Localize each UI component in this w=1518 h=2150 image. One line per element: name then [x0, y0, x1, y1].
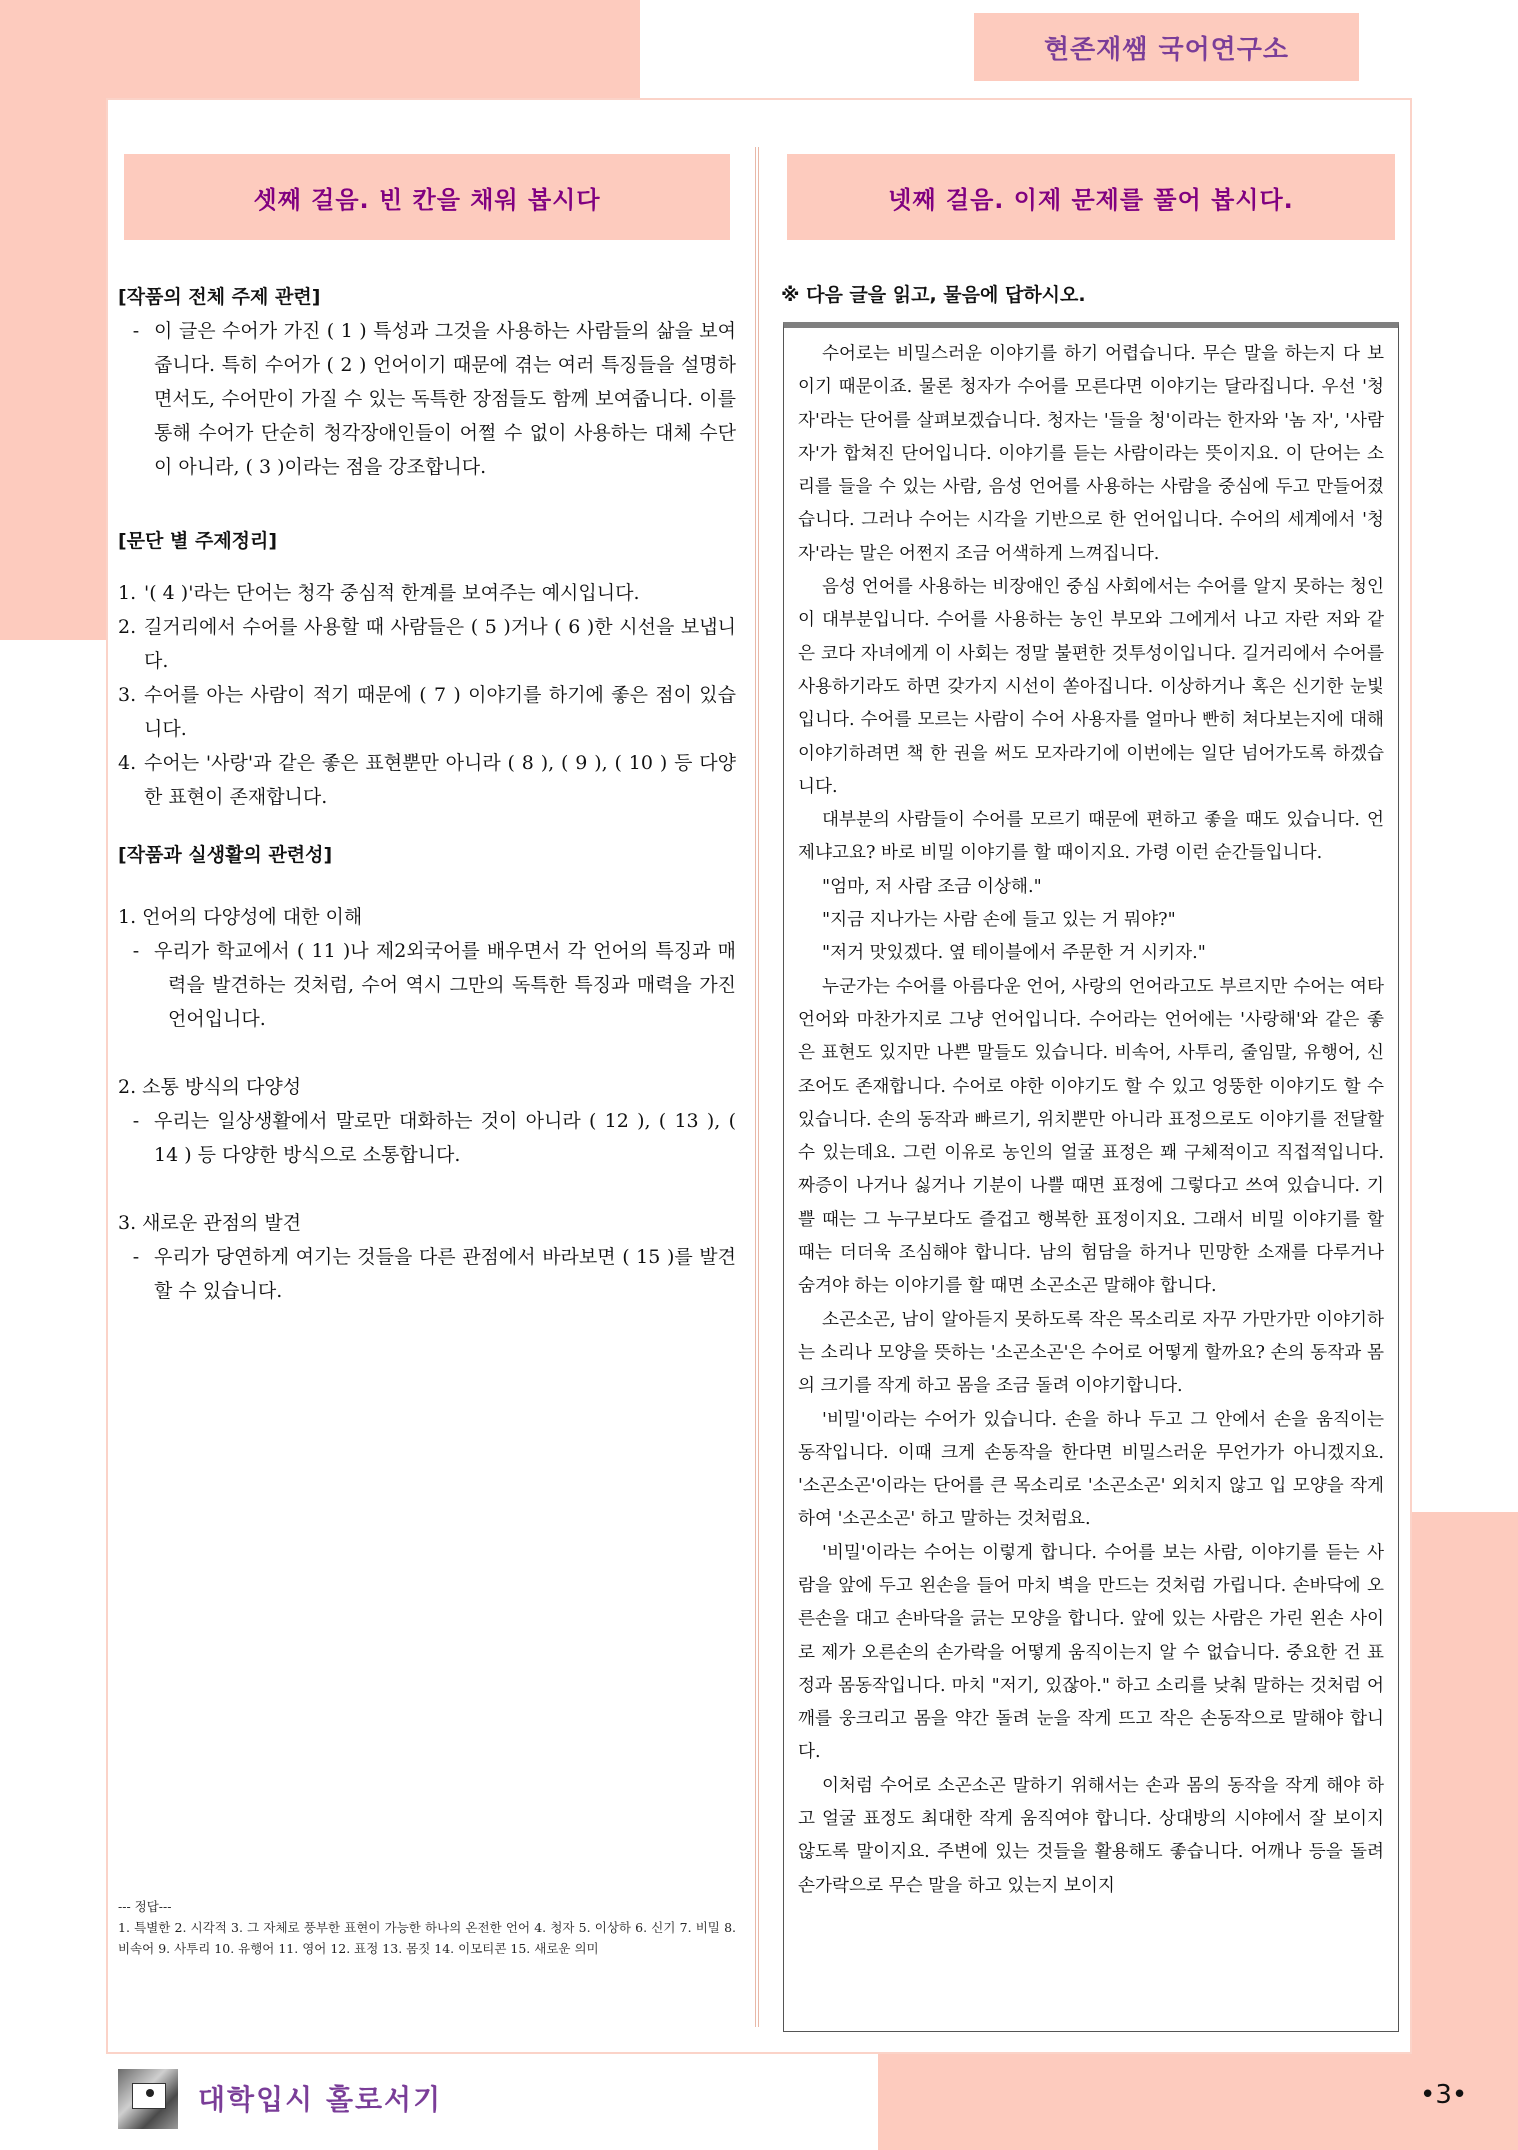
paragraph-item — [118, 746, 736, 814]
theme-item — [118, 314, 736, 484]
item-number: 2. — [118, 616, 137, 638]
decor-left-strip — [0, 0, 106, 640]
dash-marker: - — [132, 940, 140, 962]
item-text: 수어를 아는 사람이 적기 때문에 ( 7 ) 이야기를 하기에 좋은 점이 있습니다. — [144, 684, 736, 740]
passage-box — [783, 322, 1399, 2032]
paragraph-item — [118, 610, 736, 678]
passage — [784, 328, 1398, 1903]
dash-marker: - — [132, 1246, 140, 1268]
logo-sign-icon — [132, 2083, 166, 2109]
item-number: 4. — [118, 752, 137, 774]
column-divider — [755, 147, 759, 2027]
relevance-text: 우리는 일상생활에서 말로만 대화하는 것이 아니라 ( 12 ), ( 13 ), ( 14 ) 등 다양한 방식으로 소통합니다. — [154, 1110, 736, 1166]
item-text: '( 4 )'라는 단어는 청각 중심적 한계를 보여주는 예시입니다. — [144, 582, 640, 604]
paragraph-item — [118, 576, 736, 610]
passage-paragraph: '비밀'이라는 수어는 이렇게 합니다. 수어를 보는 사람, 이야기를 듣는 사람을 앞에 두고 왼손을 들어 마치 벽을 만드는 것처럼 가립니다. 손바닥에 오른손을 대고 손바닥을 긁는 모양을 합니다. 앞에 있는 사람은 가린 왼손 사이로 제가 오른손의 손가락을 어떻게 움직이는지 알 수 없습니다. 중요한 건 표정과 몸동작입니다. 마치 "저기, 있잖아." 하고 소리를 낮춰 말하는 것처럼 어깨를 웅크리고 몸을 약간 돌려 눈을 작게 뜨고 작은 손동작으로 말해야 합니다. — [798, 1542, 1384, 1763]
section-title-fill-blanks: 셋째 걸음. 빈 칸을 채워 봅시다 — [124, 154, 730, 240]
section-title-solve-problems: 넷째 걸음. 이제 문제를 풀어 봅시다. — [787, 154, 1395, 240]
passage-paragraph: 음성 언어를 사용하는 비장애인 중심 사회에서는 수어를 알지 못하는 청인이 대부분입니다. 수어를 사용하는 농인 부모와 그에게서 나고 자란 저와 같은 코다 자녀에게 이 사회는 정말 불편한 것투성이입니다. 길거리에서 수어를 사용하기라도 하면 갖가지 시선이 쏟아집니다. 이상하거나 혹은 신기한 눈빛입니다. 수어를 모르는 사람이 수어 사용자를 얼마나 빤히 쳐다보는지에 대해 이야기하려면 책 한 권을 써도 모자라기에 이번에는 일단 넘어가도록 하겠습니다. — [798, 577, 1384, 797]
passage-paragraph: 소곤소곤, 남이 알아듣지 못하도록 작은 목소리로 자꾸 가만가만 이야기하는 소리나 모양을 뜻하는 '소곤소곤'은 수어로 어떻게 할까요? 손의 동작과 몸의 크기를 작게 하고 몸을 조금 돌려 이야기합니다. — [798, 1309, 1384, 1397]
dash-marker: - — [132, 320, 140, 342]
item-text: 길거리에서 수어를 사용할 때 사람들은 ( 5 )거나 ( 6 )한 시선을 보냅니다. — [144, 616, 736, 672]
instruction-text: ※ 다음 글을 읽고, 물음에 답하시오. — [781, 284, 1086, 306]
theme-text: 이 글은 수어가 가진 ( 1 ) 특성과 그것을 사용하는 사람들의 삶을 보여줍니다. 특히 수어가 ( 2 ) 언어이기 때문에 겪는 여러 특징들을 설명하면서도, 수어만이 가질 수 있는 독특한 장점들도 함께 보여줍니다. 이를 통해 수어가 단순히 청각장애인들이 어쩔 수 없이 사용하는 대체 수단이 아니라, ( 3 )이라는 점을 강조합니다. — [154, 320, 736, 478]
dash-marker: - — [132, 1110, 140, 1132]
relevance-item — [118, 934, 736, 1036]
passage-paragraph: 누군가는 수어를 아름다운 언어, 사랑의 언어라고도 부르지만 수어는 여타 언어와 마찬가지로 그냥 언어입니다. 수어라는 언어에는 '사랑해'와 같은 좋은 표현도 있지만 나쁜 말들도 있습니다. 비속어, 사투리, 줄임말, 유행어, 신조어도 존재합니다. 수어로 야한 이야기도 할 수 있고 엉뚱한 이야기도 할 수 있습니다. 손의 동작과 빠르기, 위치뿐만 아니라 표정으로도 이야기를 전달할 수 있는데요. 그런 이유로 농인의 얼굴 표정은 꽤 구체적이고 직접적입니다. 짜증이 나거나 싫거나 기분이 나쁠 때면 표정에 그렇다고 쓰여 있습니다. 기쁠 때는 그 누구보다도 즐겁고 행복한 표정이지요. 그래서 비밀 이야기를 할 때는 더더욱 조심해야 합니다. 남의 험담을 하거나 민망한 소재를 다루거나 숨겨야 하는 이야기를 할 때면 소곤소곤 말해야 합니다. — [798, 976, 1384, 1297]
item-text: 수어는 '사랑'과 같은 좋은 표현뿐만 아니라 ( 8 ), ( 9 ), ( 10 ) 등 다양한 표현이 존재합니다. — [144, 752, 736, 808]
passage-paragraph: 대부분의 사람들이 수어를 모르기 때문에 편하고 좋을 때도 있습니다. 언제냐고요? 바로 비밀 이야기를 할 때이지요. 가령 이런 순간들입니다. — [798, 810, 1384, 864]
footer-title: 대학입시 홀로서기 — [198, 2083, 443, 2116]
passage-quote: "저거 맛있겠다. 옆 테이블에서 주문한 거 시키자." — [822, 943, 1206, 964]
relevance-heading: 3. 새로운 관점의 발견 — [118, 1212, 302, 1234]
brand-label: 현존재쌤 국어연구소 — [974, 13, 1359, 81]
page-number: •3• — [1420, 2080, 1468, 2110]
left-column — [118, 280, 736, 1308]
passage-paragraph: 수어로는 비밀스러운 이야기를 하기 어렵습니다. 무슨 말을 하는지 다 보이기 때문이죠. 물론 청자가 수어를 모른다면 이야기는 달라집니다. 우선 '청자'라는 단어를 살펴보겠습니다. 청자는 '들을 청'이라는 한자와 '놈 자', '사람 자'가 합쳐진 단어입니다. 이야기를 듣는 사람이라는 뜻이지요. 이 단어는 소리를 들을 수 있는 사람, 음성 언어를 사용하는 사람을 중심에 두고 만들어졌습니다. 그러나 수어는 시각을 기반으로 한 언어입니다. 수어의 세계에서 '청자'라는 말은 어쩐지 조금 어색하게 느껴집니다. — [798, 344, 1384, 564]
answer-key — [118, 1896, 736, 1959]
passage-quote: "엄마, 저 사람 조금 이상해." — [822, 876, 1042, 897]
item-number: 1. — [118, 582, 137, 604]
relevance-title: [작품과 실생활의 관련성] — [118, 844, 333, 866]
relevance-heading: 2. 소통 방식의 다양성 — [118, 1076, 302, 1098]
item-number: 3. — [118, 684, 137, 706]
answer-key-label: --- 정답--- — [118, 1899, 172, 1914]
passage-quote: "지금 지나가는 사람 손에 들고 있는 거 뭐야?" — [822, 910, 1176, 931]
paragraph-item — [118, 678, 736, 746]
logo-image — [118, 2069, 178, 2129]
relevance-item — [118, 1104, 736, 1172]
relevance-item — [118, 1240, 736, 1308]
relevance-text: 우리가 학교에서 ( 11 )나 제2외국어를 배우면서 각 언어의 특징과 매력을 발견하는 것처럼, 수어 역시 그만의 독특한 특징과 매력을 가진 언어입니다. — [154, 940, 736, 1030]
passage-paragraph: '비밀'이라는 수어가 있습니다. 손을 하나 두고 그 안에서 손을 움직이는 동작입니다. 이때 크게 손동작을 한다면 비밀스러운 무언가가 아니겠지요. '소곤소곤'이라는 단어를 큰 목소리로 '소곤소곤' 외치지 않고 입 모양을 작게 하여 '소곤소곤' 하고 말하는 것처럼요. — [798, 1409, 1384, 1530]
paragraphs-title: [문단 별 주제정리] — [118, 530, 278, 552]
relevance-heading: 1. 언어의 다양성에 대한 이해 — [118, 906, 363, 928]
theme-title: [작품의 전체 주제 관련] — [118, 286, 321, 308]
answer-key-text: 1. 특별한 2. 시각적 3. 그 자체로 풍부한 표현이 가능한 하나의 온전한 언어 4. 청자 5. 이상하 6. 신기 7. 비밀 8. 비속어 9. 사투리 10. 유행어 11. 영어 12. 표정 13. 몸짓 14. 이모티콘 15. 새로운 의미 — [118, 1920, 736, 1956]
passage-paragraph: 이처럼 수어로 소곤소곤 말하기 위해서는 손과 몸의 동작을 작게 해야 하고 얼굴 표정도 최대한 작게 움직여야 합니다. 상대방의 시야에서 잘 보이지 않도록 말이지요. 주변에 있는 것들을 활용해도 좋습니다. 어깨나 등을 돌려 손가락으로 무슨 말을 하고 있는지 보이지 — [798, 1775, 1384, 1896]
relevance-text: 우리가 당연하게 여기는 것들을 다른 관점에서 바라보면 ( 15 )를 발견할 수 있습니다. — [154, 1246, 736, 1302]
